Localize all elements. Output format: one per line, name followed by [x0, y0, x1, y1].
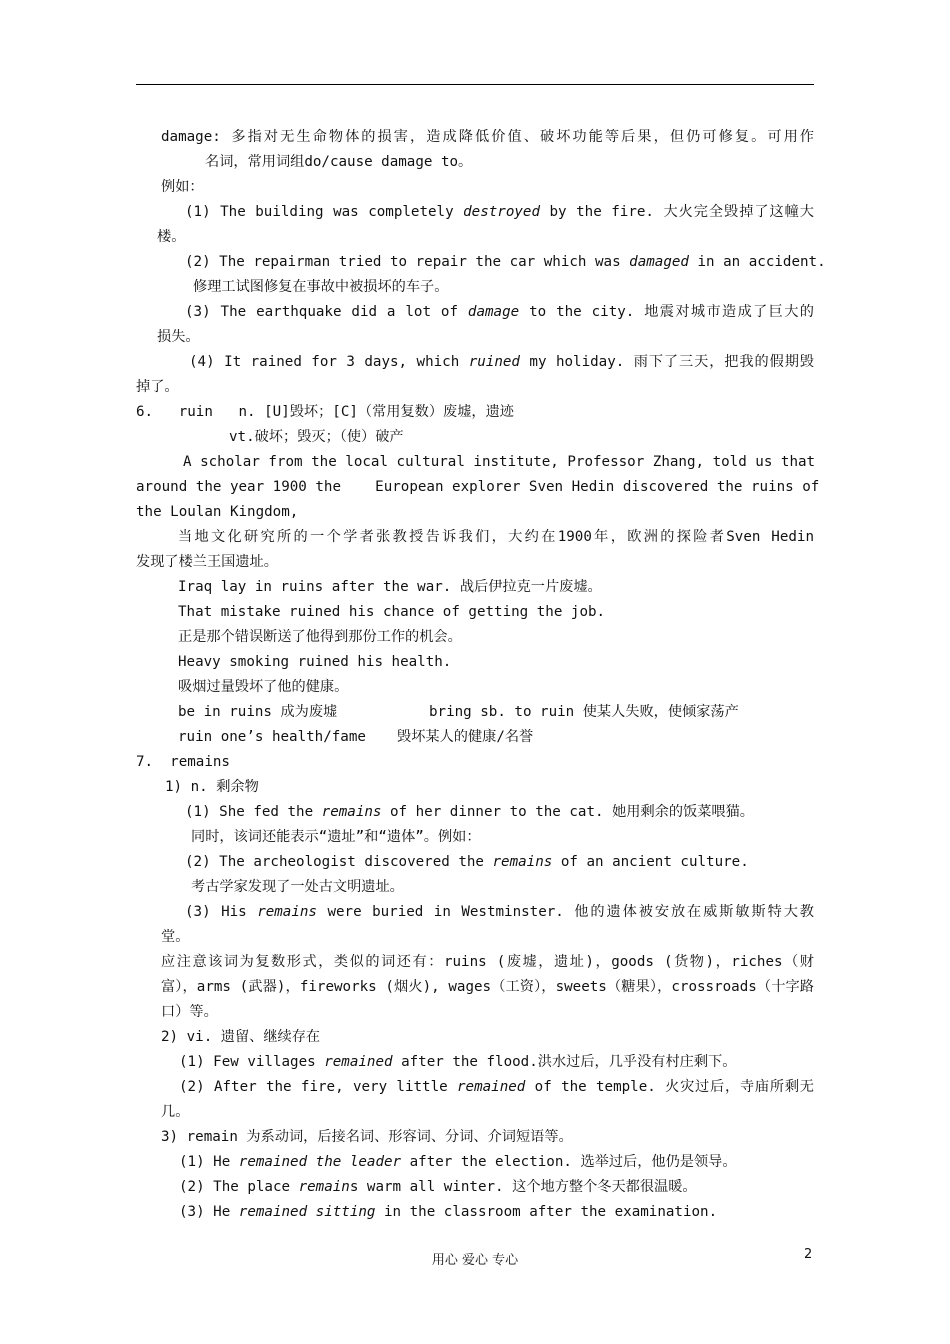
section-7-remains-heading: 7. remains: [136, 754, 230, 770]
damage-definition: damage: 多指对无生命物体的损害，造成降低价值、破坏功能等后果，但仍可修复。可用作: [161, 129, 814, 145]
example-destroyed: (1) The building was completely destroyed by the fire. 大火完全毁掉了这幢大: [185, 204, 814, 220]
example-mistake: That mistake ruined his chance of getting the job.: [178, 604, 606, 620]
ruin-passage-translation: 当地文化研究所的一个学者张教授告诉我们，大约在1900年，欧洲的探险者Sven Hedin: [178, 529, 814, 545]
example-remained-leader: (1) He remained the leader after the election. 选举过后，他仍是领导。: [179, 1154, 737, 1170]
example-remains-westminster-cont: 堂。: [161, 929, 190, 945]
plural-note-line2: 富），arms (武器)，fireworks (烟火), wages（工资），sweets（糖果），crossroads（十字路: [161, 979, 814, 995]
example-damaged-translation: 修理工试图修复在事故中被损坏的车子。: [193, 279, 449, 295]
remains-note: 同时，该词还能表示“遗址”和“遗体”。例如：: [191, 829, 481, 845]
page-number: 2: [804, 1247, 813, 1262]
remain-linking-heading: 3) remain 为系动词，后接名词、形容词、分词、介词短语等。: [161, 1129, 573, 1145]
remains-noun-heading: 1) n. 剩余物: [165, 779, 259, 795]
ruin-passage-line3: the Loulan Kingdom,: [136, 504, 299, 520]
ruin-passage-translation-cont: 发现了楼兰王国遗址。: [136, 554, 278, 570]
example-remained-villages: (1) Few villages remained after the flood.洪水过后，几乎没有村庄剩下。: [179, 1054, 737, 1070]
example-ruined-cont: 掉了。: [136, 379, 179, 395]
example-remains-warm: (2) The place remains warm all winter. 这个地方整个冬天都很温暖。: [179, 1179, 697, 1195]
ruin-passage-line1: A scholar from the local cultural institute, Professor Zhang, told us that: [183, 454, 816, 470]
examples-label: 例如：: [161, 179, 204, 195]
example-remains-dinner: (1) She fed the remains of her dinner to the cat. 她用剩余的饭菜喂猫。: [185, 804, 754, 820]
phrase-ruin-health: ruin one’s health/fame: [178, 729, 366, 745]
example-ruined: (4) It rained for 3 days, which ruined my holiday. 雨下了三天，把我的假期毁: [189, 354, 814, 370]
page-footer: 用心 爱心 专心: [431, 1253, 519, 1268]
example-remains-culture: (2) The archeologist discovered the remains of an ancient culture.: [185, 854, 749, 870]
ruin-verb-definition: vt.破坏；毁灭；（使）破产: [229, 429, 404, 445]
example-remained-sitting: (3) He remained sitting in the classroom after the examination.: [179, 1204, 718, 1220]
section-6-ruin-heading: 6. ruin n. [U]毁坏；[C]（常用复数）废墟，遗迹: [136, 404, 514, 420]
remain-vi-heading: 2) vi. 遗留、继续存在: [161, 1029, 321, 1045]
example-damage-noun: (3) The earthquake did a lot of damage to the city. 地震对城市造成了巨大的: [185, 304, 814, 320]
phrase-be-in-ruins: be in ruins 成为废墟: [178, 704, 338, 720]
header-rule: [136, 84, 814, 85]
phrase-ruin-health-translation: 毁坏某人的健康/名誉: [397, 729, 534, 745]
example-destroyed-cont: 楼。: [157, 229, 186, 245]
example-iraq: Iraq lay in ruins after the war. 战后伊拉克一片废墟。: [178, 579, 602, 595]
example-remains-westminster: (3) His remains were buried in Westminster. 他的遗体被安放在威斯敏斯特大教: [185, 904, 814, 920]
example-damaged: (2) The repairman tried to repair the car which was damaged in an accident.: [185, 254, 826, 270]
example-remains-culture-translation: 考古学家发现了一处古文明遗址。: [191, 879, 404, 895]
plural-note-line3: 口）等。: [161, 1004, 218, 1020]
example-mistake-translation: 正是那个错误断送了他得到那份工作的机会。: [178, 629, 462, 645]
example-remained-temple: (2) After the fire, very little remained of the temple. 火灾过后，寺庙所剩无: [179, 1079, 814, 1095]
example-smoking-translation: 吸烟过量毁坏了他的健康。: [178, 679, 349, 695]
plural-note-line1: 应注意该词为复数形式，类似的词还有：ruins (废墟，遗址)，goods (货物)，riches（财: [161, 954, 814, 970]
example-damage-noun-cont: 损失。: [157, 329, 200, 345]
phrase-bring-to-ruin: bring sb. to ruin 使某人失败，使倾家荡产: [429, 704, 739, 720]
damage-definition-cont: 名词，常用词组do/cause damage to。: [205, 154, 473, 170]
example-remained-temple-cont: 几。: [161, 1104, 190, 1120]
ruin-passage-line2: around the year 1900 the European explorer Sven Hedin discovered the ruins of: [136, 479, 820, 495]
example-smoking: Heavy smoking ruined his health.: [178, 654, 452, 670]
